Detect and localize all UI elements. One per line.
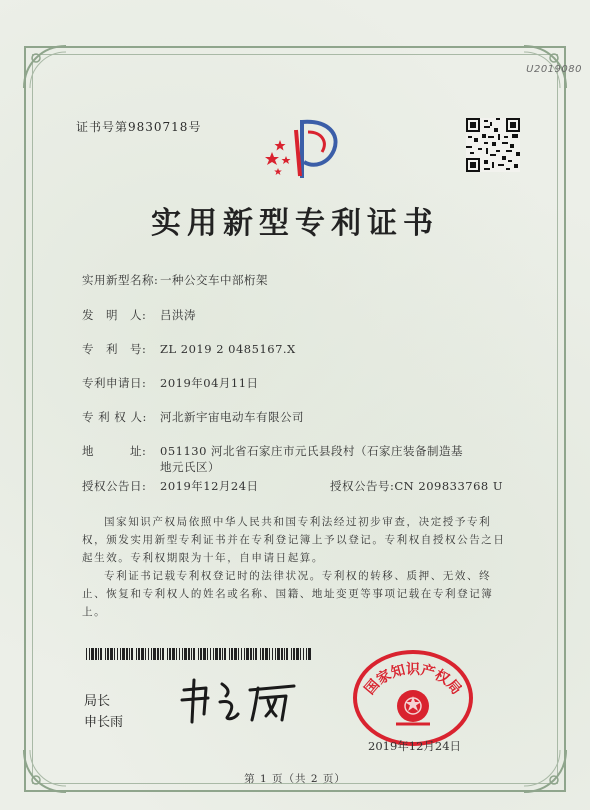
official-seal-icon [348,648,478,748]
director-title: 局长 [84,694,111,709]
utility-model-name-row [82,272,268,288]
grant-number-group [330,478,503,494]
inventor-row [82,307,196,323]
address-row [82,443,463,459]
notice-paragraph: 专利证书记载专利权登记时的法律状况。专利权的转移、质押、无效、终止、恢复和专利权人的姓名或名称、国籍、地址变更等事项记载在专利登记簿上。 [82,570,494,618]
certificate-number: 证书号第9830718号 [76,120,202,134]
patentee-row [82,409,304,425]
page-number: 第 1 页（共 2 页） [244,773,346,785]
grant-date: 2019年12月24日 [160,479,259,493]
handwritten-note: U2019080 [526,64,582,75]
seal-date: 2019年12月24日 [368,739,462,753]
barcode-icon [86,648,312,660]
field-label: 授权公告日: [82,479,147,493]
field-label: 地 址: [82,444,147,458]
patent-number: ZL 2019 2 0485167.X [160,342,296,356]
seal-text: 国家知识产权局 [361,661,465,698]
grant-row [82,478,522,494]
address-line-2: 地元氏区） [160,460,220,474]
director-name: 申长雨 [84,715,124,730]
field-label: 发 明 人: [82,308,147,322]
field-label: 专利申请日: [82,376,147,390]
application-date-row [82,375,259,391]
corner-ornament-icon [22,44,68,90]
grant-number: CN 209833768 U [394,479,504,493]
certificate-title: 实用新型专利证书 [151,206,439,241]
field-label: 专 利 号: [82,342,147,356]
notice-paragraph: 国家知识产权局依照中华人民共和国专利法经过初步审查，决定授予专利权，颁发实用新型专利证书并在专利登记簿上予以登记。专利权自授权公告之日起生效。专利权期限为十年，自申请日起算。 [82,516,506,564]
utility-model-name: 一种公交车中部桁架 [160,273,268,287]
qr-code-icon [466,118,520,172]
field-label: 授权公告号: [330,479,395,493]
inventor-name: 吕洪涛 [160,308,196,322]
patent-office-logo-icon [256,112,342,184]
field-label: 专 利 权 人: [82,410,147,424]
director-signature [176,676,306,726]
application-date: 2019年04月11日 [160,376,259,390]
patent-number-row [82,341,296,357]
address: 051130 河北省石家庄市元氏县段村（石家庄装备制造基 [160,444,464,458]
patentee-name: 河北新宇宙电动车有限公司 [160,410,304,424]
field-label: 实用新型名称: [82,273,159,287]
